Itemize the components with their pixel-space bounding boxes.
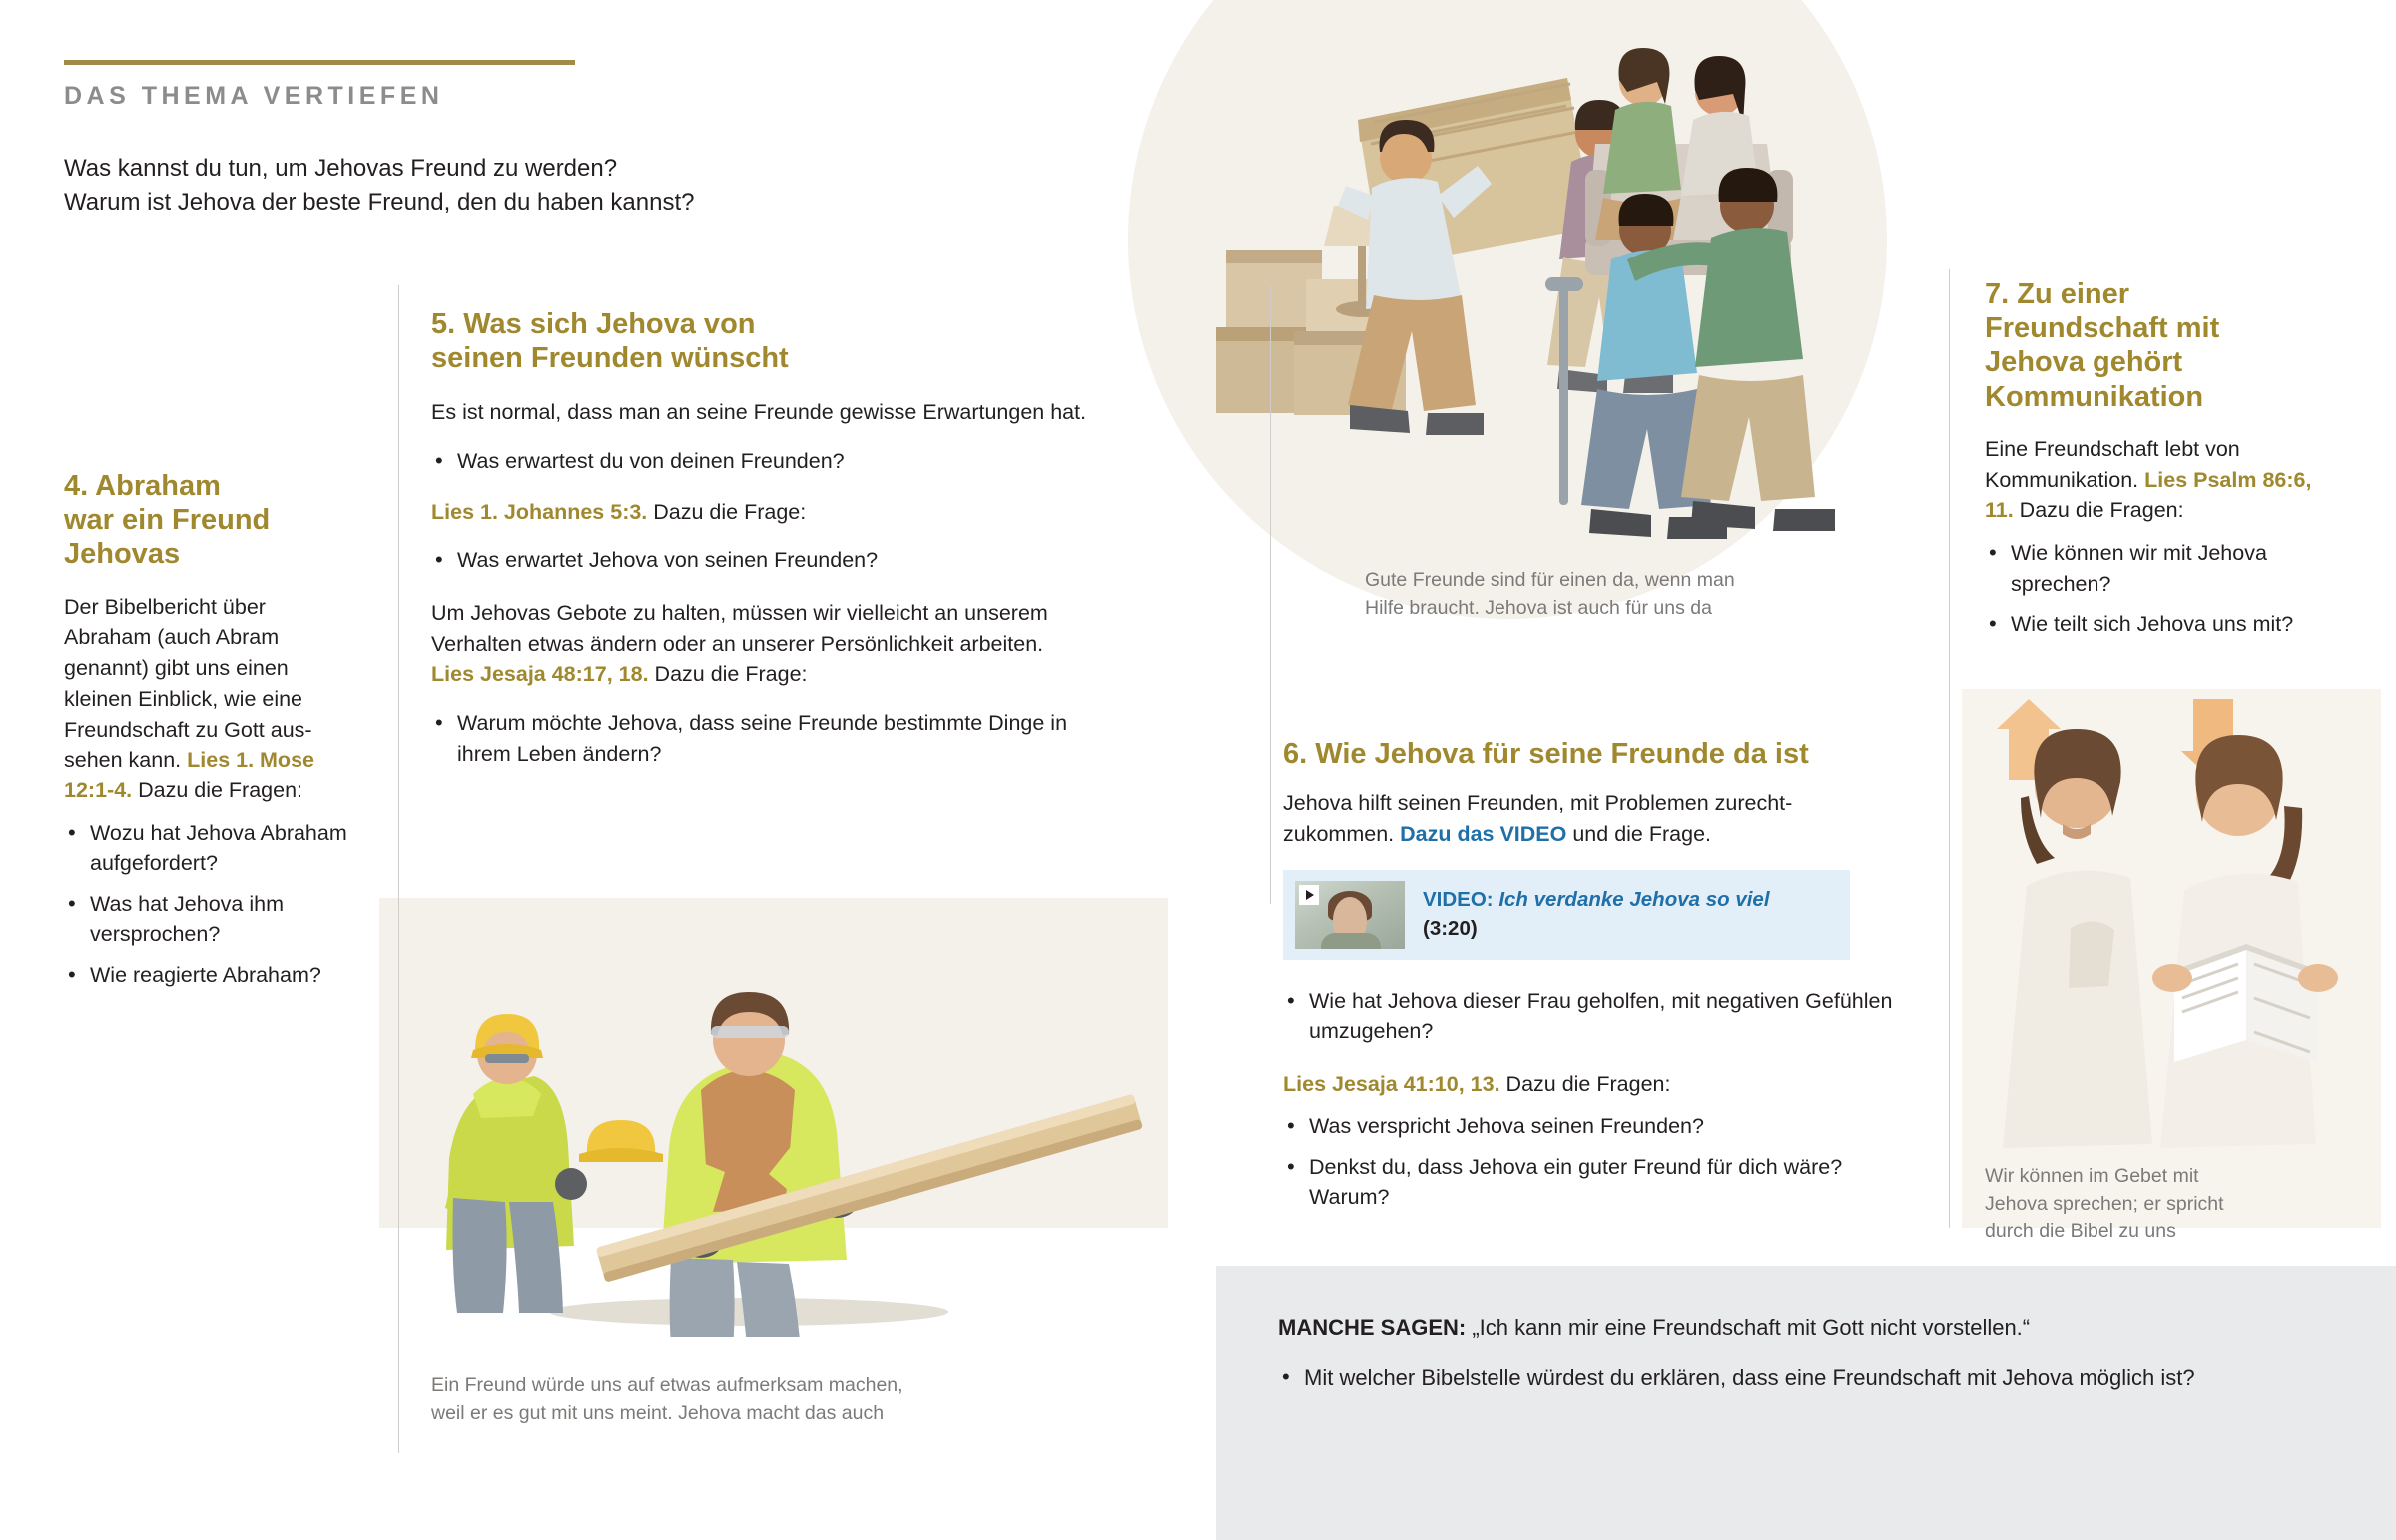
section-7-title-line-3: Jehova gehört	[1985, 346, 2183, 379]
section-6-paragraph-1-text: Jehova hilft seinen Freunden, mit Problemen zurecht-zukommen.	[1283, 791, 1793, 846]
section-6-reference-after: Dazu die Fragen:	[1499, 1071, 1671, 1096]
caption-prayer-line-3: durch die Bibel zu uns	[1985, 1220, 2176, 1243]
section-6	[1283, 737, 1902, 1223]
caption-moving-line-1: Gute Freunde sind für einen da, wenn man	[1365, 569, 1735, 591]
section-7-title-line-4: Kommunikation	[1985, 380, 2204, 413]
section-4-title-line-2: war ein Freund	[64, 504, 271, 537]
list-item: • Was erwartest du von deinen Freunden?	[431, 446, 1090, 477]
section-4-body	[64, 592, 353, 806]
section-5-title-line-2: seinen Freunden wünscht	[431, 342, 789, 375]
intro-questions	[64, 152, 883, 220]
video-title-line	[1423, 886, 1770, 915]
column-divider-3	[1949, 269, 1950, 1228]
section-7-body	[1985, 434, 2314, 526]
section-4-body-text-after: Dazu die Fragen:	[132, 778, 303, 803]
section-5-paragraph-2	[431, 598, 1090, 690]
section-5-reference-1-line	[431, 497, 1090, 528]
header-rule	[64, 60, 575, 65]
list-item: • Wie teilt sich Jehova uns mit?	[1985, 609, 2314, 640]
section-5-title	[431, 307, 1090, 375]
section-6-question-list-1	[1283, 986, 1902, 1047]
column-divider-2	[1270, 285, 1271, 904]
column-divider-1	[398, 285, 399, 1453]
thumbnail-body-shape	[1321, 933, 1381, 949]
section-5-reference-1-after: Dazu die Frage:	[647, 499, 807, 524]
video-title[interactable]: Ich verdanke Jehova so viel	[1498, 888, 1770, 911]
moving-scene-drawing	[1208, 10, 1847, 549]
video-caption	[1423, 886, 1770, 943]
caption-prayer-line-1: Wir können im Gebet mit	[1985, 1165, 2199, 1187]
section-7-title	[1985, 277, 2314, 414]
section-5-paragraph-2-text: Um Jehovas Gebote zu halten, müssen wir vielleicht an unserem Verhalten etwas ändern oder an unserer Persönlichkeit arbeiten.	[431, 600, 1048, 656]
section-6-scripture-reference[interactable]: Lies Jesaja 41:10, 13.	[1283, 1071, 1500, 1096]
section-7-question-list	[1985, 538, 2314, 640]
band-lead-quote: „Ich kann mir eine Freundschaft mit Gott nicht vorstellen.“	[1466, 1315, 2031, 1340]
section-6-paragraph-1-after: und die Frage.	[1566, 821, 1711, 846]
video-thumbnail[interactable]	[1295, 881, 1405, 949]
video-link[interactable]: Dazu das VIDEO	[1400, 821, 1567, 846]
caption-workers	[431, 1372, 1050, 1427]
band-lead	[1278, 1313, 2356, 1344]
list-item: • Was erwartet Jehova von seinen Freunden?	[431, 545, 1090, 576]
band-lead-label: MANCHE SAGEN:	[1278, 1315, 1467, 1340]
section-4-title-line-1: 4. Abraham	[64, 470, 221, 502]
section-4-title-line-3: Jehovas	[64, 538, 181, 571]
section-7-title-line-1: 7. Zu einer	[1985, 278, 2130, 310]
section-5-question-list-2	[431, 545, 1090, 576]
section-6-question-list-2	[1283, 1111, 1902, 1213]
illustration-prayer-and-bible	[1967, 679, 2366, 1148]
section-7-body-text-after: Dazu die Fragen:	[2013, 498, 2184, 523]
section-6-reference-line	[1283, 1069, 1902, 1100]
manche-sagen-band	[1216, 1266, 2396, 1540]
caption-workers-line-2: weil er es gut mit uns meint. Jehova macht das auch	[431, 1401, 885, 1424]
section-7-title-line-2: Freundschaft mit	[1985, 312, 2220, 345]
list-item: • Wie können wir mit Jehova sprechen?	[1985, 538, 2314, 599]
list-item: • Warum möchte Jehova, dass seine Freunde bestimmte Dinge in ihrem Leben ändern?	[431, 708, 1090, 769]
caption-workers-line-1: Ein Freund würde uns auf etwas aufmerksam machen,	[431, 1374, 903, 1396]
list-item: • Wozu hat Jehova Abraham aufgefordert?	[64, 818, 353, 879]
section-6-paragraph-1	[1283, 788, 1902, 849]
list-item: • Was hat Jehova ihm versprochen?	[64, 889, 353, 950]
caption-moving-line-2: Hilfe braucht. Jehova ist auch für uns da	[1365, 596, 1712, 619]
section-4-title	[64, 469, 353, 572]
section-5-paragraph-1: Es ist normal, dass man an seine Freunde gewisse Erwartungen hat.	[431, 400, 1087, 425]
video-label: VIDEO:	[1423, 888, 1494, 911]
band-question-list	[1278, 1362, 2356, 1393]
video-callout[interactable]	[1283, 870, 1850, 960]
list-item: • Was verspricht Jehova seinen Freunden?	[1283, 1111, 1902, 1142]
section-5	[431, 307, 1090, 778]
section-4-question-list	[64, 818, 353, 991]
illustration-friends-helping-moving	[1208, 10, 1847, 549]
section-kicker: DAS THEMA VERTIEFEN	[64, 82, 444, 110]
list-item: • Denkst du, dass Jehova ein guter Freund für dich wäre? Warum?	[1283, 1152, 1902, 1213]
play-icon[interactable]	[1299, 885, 1319, 905]
section-5-question-list-1	[431, 446, 1090, 477]
illustration-construction-workers	[419, 858, 1178, 1337]
section-7-scripture-reference[interactable]: Lies Psalm 86:6, 11.	[1985, 467, 2312, 523]
caption-prayer	[1985, 1163, 2284, 1246]
section-5-title-line-1: 5. Was sich Jehova von	[431, 308, 756, 340]
prayer-bible-drawing	[1967, 679, 2366, 1148]
intro-line-2: Warum ist Jehova der beste Freund, den du haben kannst?	[64, 189, 695, 217]
list-item: • Mit welcher Bibelstelle würdest du erklären, dass eine Freundschaft mit Jehova möglich ist?	[1278, 1362, 2356, 1393]
section-5-paragraph-2-after: Dazu die Frage:	[648, 662, 808, 687]
section-5-scripture-reference-1[interactable]: Lies 1. Johannes 5:3.	[431, 499, 648, 524]
intro-line-1: Was kannst du tun, um Jehovas Freund zu werden?	[64, 155, 618, 182]
section-7-body-text: Eine Freundschaft lebt von Kommunikation.	[1985, 436, 2240, 492]
list-item: • Wie hat Jehova dieser Frau geholfen, mit negativen Gefühlen umzugehen?	[1283, 986, 1902, 1047]
construction-workers-drawing	[419, 858, 1178, 1337]
section-4-scripture-reference[interactable]: Lies 1. Mose 12:1-4.	[64, 748, 314, 803]
caption-moving	[1365, 567, 1834, 622]
section-5-question-list-3	[431, 708, 1090, 769]
caption-prayer-line-2: Jehova sprechen; er spricht	[1985, 1192, 2224, 1215]
section-4	[64, 469, 353, 1000]
video-duration: (3:20)	[1423, 916, 1478, 940]
section-6-title: 6. Wie Jehova für seine Freunde da ist	[1283, 738, 1809, 770]
list-item: • Wie reagierte Abraham?	[64, 960, 353, 991]
section-7	[1985, 277, 2314, 650]
section-5-scripture-reference-2[interactable]: Lies Jesaja 48:17, 18.	[431, 662, 649, 687]
section-4-body-text: Der Bibelbericht über Abraham (auch Abram genannt) gibt uns einen kleinen Einblick, wie eine Freundschaft zu Gott aus-sehen kann.	[64, 594, 312, 772]
